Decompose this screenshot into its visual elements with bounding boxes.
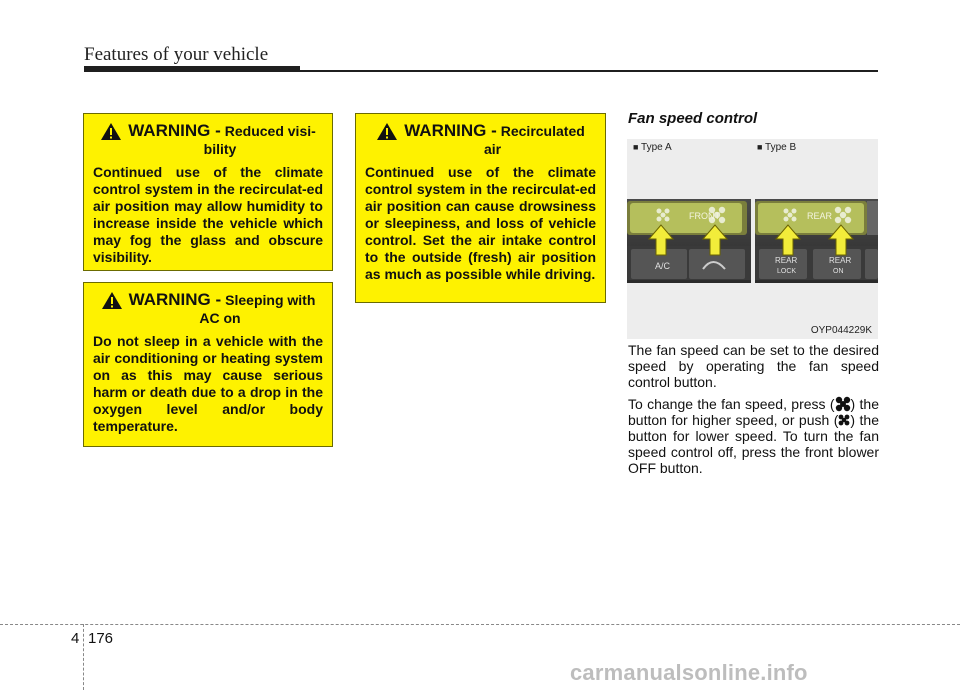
paragraph-fan-instructions [628,396,879,476]
warning-word: WARNING - [404,121,497,140]
warning-triangle-icon [101,291,123,310]
page-number: 176 [88,630,114,647]
type-marker: ■ [633,142,639,152]
watermark: carmanualsonline.info [570,660,808,685]
fan-low-icon [838,414,850,426]
type-b-text: Type B [765,142,797,153]
warning-subtitle-cont: bility [203,141,237,157]
warning-header [93,122,323,141]
rear-on-label-1: REAR [829,256,852,265]
warning-body: Continued use of the climate control system in the recirculat-ed air position may allow humidity to increase inside the vehicle which may fog the glass and obscure visibility. [93,164,323,265]
p2-part-c: ) the button for lower speed. To turn the fan speed control off, press the front blower OFF button. [628,412,880,476]
fan-high-icon [835,396,851,412]
rear-lock-label-1: REAR [775,256,798,265]
footer-rule [0,624,960,625]
type-a-text: Type A [641,142,672,153]
warning-subtitle-cont: AC on [199,310,241,326]
warning-body: Do not sleep in a vehicle with the air conditioning or heating system on as this may cause serious harm or death due to a drop in the oxygen level and/or body temperature. [93,333,323,434]
chapter-number: 4 [71,630,80,647]
paragraph-fan-speed: The fan speed can be set to the desired speed by operating the fan speed control button. [628,342,879,390]
front-button-label: FRONT [689,211,720,221]
rear-lock-label-2: LOCK [777,268,797,275]
warning-reduced-visibility [83,113,333,271]
section-title: Fan speed control [628,110,758,127]
fan-control-figure [627,139,878,339]
header-title: Features of your vehicle [84,44,269,65]
warning-subtitle: Reduced visi- [224,123,316,139]
warning-recirculated-air [355,113,606,303]
warning-body: Continued use of the climate control system in the recirculat-ed air position can cause drowsiness or sleepiness, and loss of vehicle control. Set the air intake control to the outside (fresh) air position as much as possible while driving. [365,164,596,282]
rear-button-label: REAR [807,211,833,221]
p2-part-b: ) the button for higher speed, or push ( [628,396,879,428]
header-rule-thin [300,70,878,72]
ac-button-label: A/C [655,261,671,271]
warning-triangle-icon [100,122,122,141]
warning-header [93,291,323,310]
figure-code: OYP044229K [810,325,872,336]
warning-subtitle: Sleeping with [225,292,316,308]
warning-triangle-icon [376,122,398,141]
footer-vertical-rule [83,624,84,690]
control-panel-illustration [627,139,878,339]
type-marker: ■ [757,142,763,152]
warning-word: WARNING - [128,290,222,309]
front-fan-button [630,203,742,233]
warning-header [365,122,596,141]
header-rule-thick [84,66,300,72]
warning-subtitle: Recirculated [500,123,585,139]
warning-subtitle-cont: air [483,141,502,157]
warning-sleeping-ac-on [83,282,333,447]
rear-on-label-2: ON [833,268,844,275]
p2-part-a: To change the fan speed, press ( [628,396,835,412]
warning-word: WARNING - [128,121,221,140]
